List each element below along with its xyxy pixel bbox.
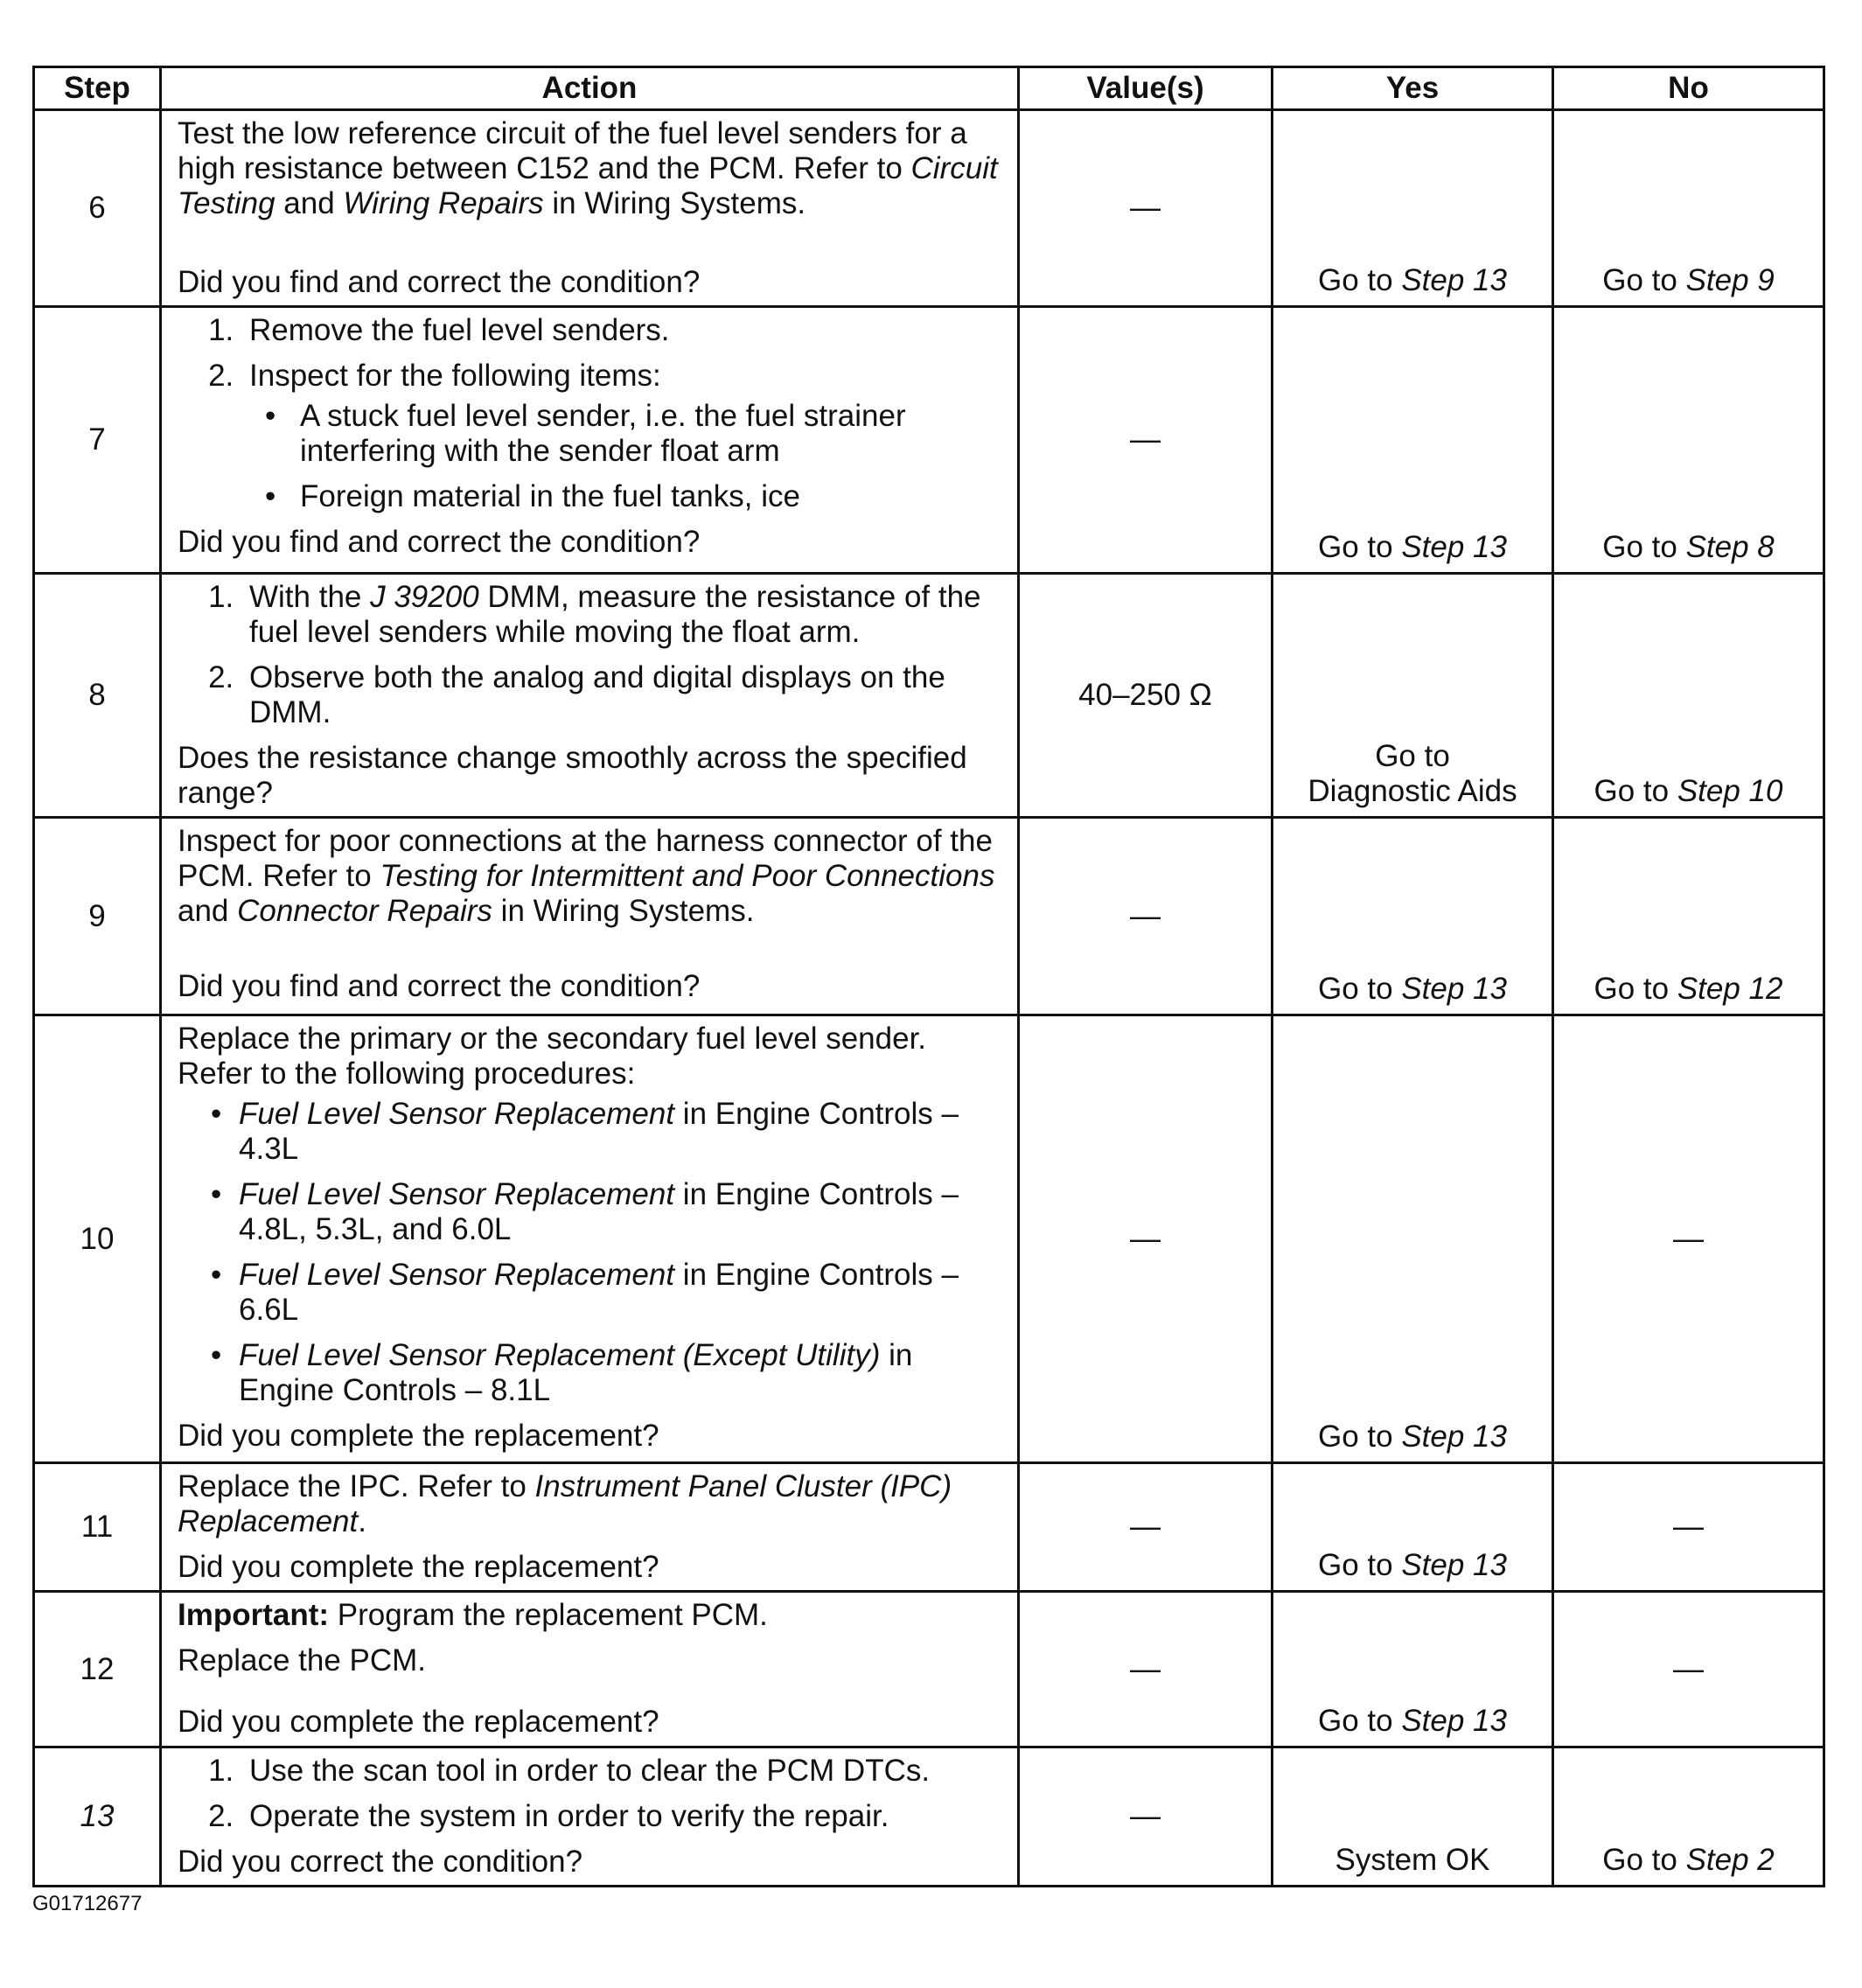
bullet-item: • A stuck fuel level sender, i.e. the fuel strainer interfering with the sender float arm <box>293 399 1005 469</box>
step-number: 13 <box>34 1747 161 1887</box>
action-question: Did you complete the replacement? <box>178 1419 659 1453</box>
bullet-item <box>239 1258 1005 1328</box>
action-text <box>178 824 1005 929</box>
bullet-list <box>178 1097 1005 1408</box>
spacer <box>178 1539 1005 1550</box>
table-row <box>34 110 1824 307</box>
link-diagnostic-aids[interactable]: Diagnostic Aids <box>1308 774 1517 808</box>
list-item: 1. Use the scan tool in order to clear the PCM DTCs. <box>242 1754 1005 1789</box>
bullet-list <box>249 399 1005 514</box>
link-step-13[interactable]: Step 13 <box>1401 263 1507 297</box>
action-text: Replace the primary or the secondary fuel level sender. Refer to the following procedures: <box>178 1022 927 1091</box>
action-question: Did you complete the replacement? <box>178 1550 659 1584</box>
link-connector-repairs[interactable]: Connector Repairs <box>237 894 492 928</box>
bullet-item <box>239 1097 1005 1167</box>
action-cell <box>161 1463 1019 1592</box>
important-label: Important: <box>178 1598 330 1632</box>
bullet-text: in Engine Controls – 4.3L <box>239 1097 959 1166</box>
link-step-8[interactable]: Step 8 <box>1685 530 1775 564</box>
bullet-item <box>239 1177 1005 1247</box>
link-fuel-level-sensor-replacement-except-utility[interactable]: Fuel Level Sensor Replacement (Except Utility) <box>239 1338 881 1372</box>
value-cell: 40–250 Ω <box>1019 574 1273 818</box>
header-no: No <box>1553 67 1824 110</box>
no-prefix: Go to <box>1594 972 1677 1006</box>
header-step: Step <box>34 67 161 110</box>
header-values: Value(s) <box>1019 67 1273 110</box>
yes-prefix: Go to <box>1318 972 1402 1006</box>
spacer <box>178 1678 1005 1705</box>
action-cell <box>161 307 1019 574</box>
important-note <box>178 1598 1005 1633</box>
numbered-list <box>178 580 1005 730</box>
bullet-item <box>239 1338 1005 1408</box>
table-row <box>34 1463 1824 1592</box>
action-question: Did you find and correct the condition? <box>178 525 701 559</box>
value-cell: — <box>1019 307 1273 574</box>
step-number: 12 <box>34 1592 161 1747</box>
action-cell <box>161 1747 1019 1887</box>
link-step-13[interactable]: Step 13 <box>1401 530 1507 564</box>
yes-cell <box>1273 574 1553 818</box>
value-cell: — <box>1019 110 1273 307</box>
action-text-part: and <box>178 894 238 928</box>
important-text: Program the replacement PCM. <box>329 1598 768 1632</box>
no-prefix: Go to <box>1602 1843 1686 1877</box>
no-prefix: Go to <box>1602 530 1686 564</box>
link-testing-intermittent[interactable]: Testing for Intermittent and Poor Connections <box>380 859 995 893</box>
value-cell: — <box>1019 1747 1273 1887</box>
no-cell <box>1553 307 1824 574</box>
no-cell <box>1553 818 1824 1015</box>
list-item <box>242 580 1005 650</box>
action-text: Replace the PCM. <box>178 1643 427 1678</box>
link-step-9[interactable]: Step 9 <box>1685 263 1775 297</box>
action-text-part: . <box>358 1504 366 1538</box>
tool-name: J 39200 <box>370 580 479 614</box>
step-number: 8 <box>34 574 161 818</box>
action-question: Did you find and correct the condition? <box>178 969 701 1003</box>
action-text-part: and <box>275 186 344 220</box>
action-text <box>178 1469 1005 1539</box>
diagnostic-table <box>32 66 1825 1887</box>
bullet-text: in Engine Controls – 4.8L, 5.3L, and 6.0L <box>239 1177 959 1246</box>
no-cell: — <box>1553 1015 1824 1463</box>
spacer <box>178 1633 1005 1643</box>
action-text-part: in Wiring Systems. <box>543 186 806 220</box>
step-number: 9 <box>34 818 161 1015</box>
value-cell: — <box>1019 818 1273 1015</box>
action-text-part: in Wiring Systems. <box>492 894 755 928</box>
list-item-text: DMM, measure the resistance of the fuel level senders while moving the float arm. <box>249 580 981 649</box>
no-cell <box>1553 574 1824 818</box>
link-step-12[interactable]: Step 12 <box>1677 972 1783 1006</box>
link-step-13[interactable]: Step 13 <box>1401 1420 1507 1454</box>
no-prefix: Go to <box>1594 774 1677 808</box>
figure-id: G01712677 <box>32 1892 143 1915</box>
table-row <box>34 1592 1824 1747</box>
list-item-text: Inspect for the following items: <box>249 359 661 393</box>
yes-cell <box>1273 110 1553 307</box>
table-row <box>34 1015 1824 1463</box>
yes-prefix: Go to <box>1318 1704 1402 1738</box>
yes-prefix: Go to <box>1318 530 1402 564</box>
yes-prefix: Go to <box>1318 263 1402 297</box>
no-prefix: Go to <box>1602 263 1686 297</box>
yes-cell <box>1273 307 1553 574</box>
action-cell <box>161 574 1019 818</box>
link-fuel-level-sensor-replacement[interactable]: Fuel Level Sensor Replacement <box>239 1177 675 1211</box>
yes-prefix: Go to <box>1318 1548 1402 1582</box>
bullet-text: in Engine Controls – 8.1L <box>239 1338 913 1407</box>
no-cell: — <box>1553 1463 1824 1592</box>
no-cell <box>1553 110 1824 307</box>
header-row <box>34 67 1824 110</box>
table-row <box>34 818 1824 1015</box>
action-cell <box>161 1592 1019 1747</box>
action-question: Does the resistance change smoothly across the specified range? <box>178 741 967 810</box>
numbered-list <box>178 1754 1005 1834</box>
list-item <box>242 359 1005 514</box>
link-fuel-level-sensor-replacement[interactable]: Fuel Level Sensor Replacement <box>239 1258 675 1292</box>
spacer <box>178 221 1005 265</box>
action-text <box>178 116 1005 221</box>
value-cell: — <box>1019 1592 1273 1747</box>
bullet-item: • Foreign material in the fuel tanks, ice <box>293 479 1005 514</box>
action-question: Did you complete the replacement? <box>178 1705 659 1739</box>
action-question: Did you find and correct the condition? <box>178 265 701 299</box>
table-row <box>34 307 1824 574</box>
yes-cell: System OK <box>1273 1747 1553 1887</box>
yes-cell <box>1273 818 1553 1015</box>
step-number: 6 <box>34 110 161 307</box>
yes-cell <box>1273 1592 1553 1747</box>
bullet-text: in Engine Controls – 6.6L <box>239 1258 959 1327</box>
table-row <box>34 574 1824 818</box>
list-item: 2. Operate the system in order to verify the repair. <box>242 1799 1005 1834</box>
link-circuit-testing[interactable]: Circuit Testing <box>178 151 998 220</box>
link-ipc-replacement[interactable]: Instrument Panel Cluster (IPC) Replacement <box>178 1469 952 1538</box>
yes-cell <box>1273 1463 1553 1592</box>
action-question: Did you correct the condition? <box>178 1845 583 1879</box>
action-text-part: Replace the IPC. Refer to <box>178 1469 535 1503</box>
spacer <box>178 929 1005 969</box>
yes-prefix: Go to <box>1318 1420 1402 1454</box>
no-cell: — <box>1553 1592 1824 1747</box>
link-wiring-repairs[interactable]: Wiring Repairs <box>343 186 544 220</box>
yes-cell <box>1273 1015 1553 1463</box>
action-cell <box>161 110 1019 307</box>
list-item: 1. Remove the fuel level senders. <box>242 313 1005 348</box>
link-step-13[interactable]: Step 13 <box>1401 1704 1507 1738</box>
link-step-10[interactable]: Step 10 <box>1677 774 1783 808</box>
list-item: 2. Observe both the analog and digital displays on the DMM. <box>242 660 1005 730</box>
action-text-part: Inspect for poor connections at the harness connector of the PCM. Refer to <box>178 824 993 893</box>
list-item-text: With the <box>249 580 371 614</box>
no-cell <box>1553 1747 1824 1887</box>
link-fuel-level-sensor-replacement[interactable]: Fuel Level Sensor Replacement <box>239 1097 675 1131</box>
yes-prefix: Go to <box>1375 739 1450 773</box>
step-number: 11 <box>34 1463 161 1592</box>
numbered-list <box>178 313 1005 514</box>
link-step-13[interactable]: Step 13 <box>1401 1548 1507 1582</box>
link-step-13[interactable]: Step 13 <box>1401 972 1507 1006</box>
action-text-part: Test the low reference circuit of the fuel level senders for a high resistance between C152 and the PCM. Refer to <box>178 116 967 185</box>
table-row <box>34 1747 1824 1887</box>
value-cell: — <box>1019 1015 1273 1463</box>
header-yes: Yes <box>1273 67 1553 110</box>
action-cell <box>161 818 1019 1015</box>
value-cell: — <box>1019 1463 1273 1592</box>
header-action: Action <box>161 67 1019 110</box>
step-number: 7 <box>34 307 161 574</box>
action-cell <box>161 1015 1019 1463</box>
link-step-2[interactable]: Step 2 <box>1685 1843 1775 1877</box>
step-number: 10 <box>34 1015 161 1463</box>
